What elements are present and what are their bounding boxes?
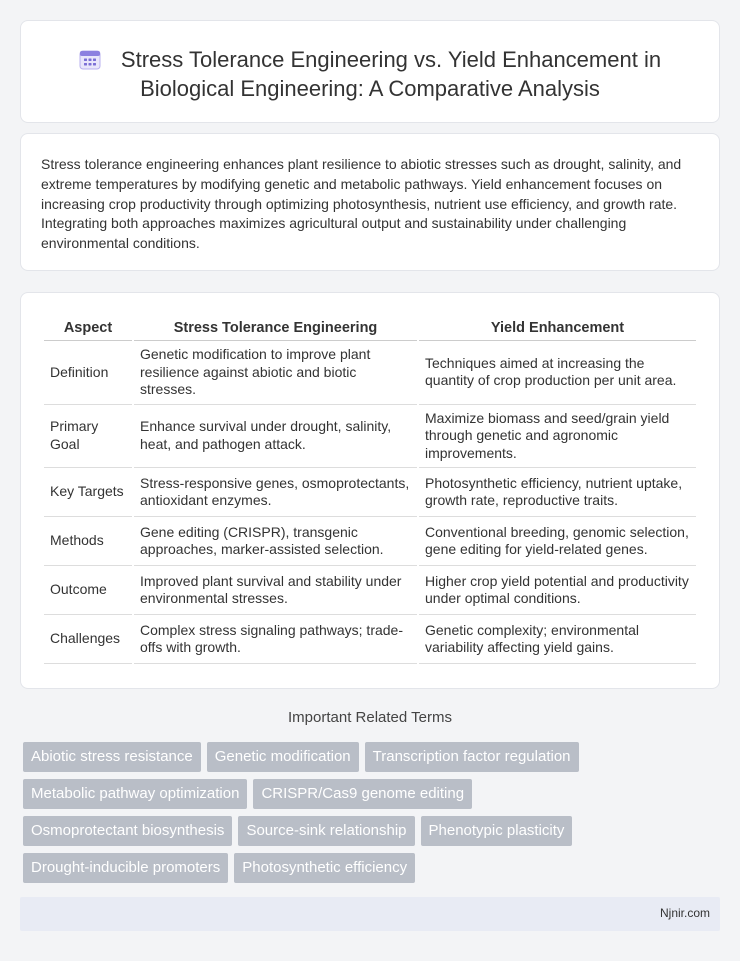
table-row — [44, 615, 696, 664]
term-tag[interactable]: Transcription factor regulation — [365, 742, 579, 772]
table-row — [44, 341, 696, 405]
footer-bar — [20, 897, 720, 931]
term-tag[interactable]: Genetic modification — [207, 742, 359, 772]
term-tag[interactable]: CRISPR/Cas9 genome editing — [253, 779, 472, 809]
table-row — [44, 468, 696, 517]
calendar-grid-icon — [79, 48, 101, 70]
header-yield-enhancement: Yield Enhancement — [419, 315, 696, 341]
row-yield-cell: Maximize biomass and seed/grain yield through genetic and agronomic improvements. — [419, 405, 696, 469]
row-aspect: Primary Goal — [44, 405, 132, 469]
row-aspect: Key Targets — [44, 468, 132, 517]
row-stress-cell: Gene editing (CRISPR), transgenic approaches, marker-assisted selection. — [134, 517, 417, 566]
related-terms-heading: Important Related Terms — [288, 709, 452, 726]
table-row — [44, 517, 696, 566]
term-tag[interactable]: Photosynthetic efficiency — [234, 853, 415, 883]
term-row — [23, 816, 723, 846]
intro-paragraph: Stress tolerance engineering enhances plant resilience to abiotic stresses such as drought, salinity, and extreme temperatures by modifying genetic and metabolic pathways. Yield enhancement focuses on increasing crop productivity through optimizing photosynthesis, nutrient use efficiency, and growth rate. Integrating both approaches maximizes agricultural output and sustainability under challenging environmental conditions. — [41, 156, 682, 252]
row-stress-cell: Enhance survival under drought, salinity, heat, and pathogen attack. — [134, 405, 417, 469]
related-terms-list — [23, 742, 723, 890]
row-stress-cell: Improved plant survival and stability under environmental stresses. — [134, 566, 417, 615]
row-yield-cell: Higher crop yield potential and productivity under optimal conditions. — [419, 566, 696, 615]
term-row — [23, 779, 723, 809]
footer-site-link[interactable]: Njnir.com — [659, 906, 710, 920]
term-tag[interactable]: Phenotypic plasticity — [421, 816, 573, 846]
term-row — [23, 853, 723, 883]
term-tag[interactable]: Source-sink relationship — [238, 816, 414, 846]
page-title: Stress Tolerance Engineering vs. Yield Enhancement in Biological Engineering: A Comparative Analysis — [120, 47, 662, 101]
row-stress-cell: Stress-responsive genes, osmoprotectants, antioxidant enzymes. — [134, 468, 417, 517]
header-stress-tolerance: Stress Tolerance Engineering — [134, 315, 417, 341]
header-aspect: Aspect — [44, 315, 132, 341]
term-tag[interactable]: Abiotic stress resistance — [23, 742, 201, 772]
row-yield-cell: Conventional breeding, genomic selection, gene editing for yield-related genes. — [419, 517, 696, 566]
row-yield-cell: Techniques aimed at increasing the quantity of crop production per unit area. — [419, 341, 696, 405]
row-stress-cell: Complex stress signaling pathways; trade-offs with growth. — [134, 615, 417, 664]
row-stress-cell: Genetic modification to improve plant resilience against abiotic and biotic stresses. — [134, 341, 417, 405]
term-row — [23, 742, 723, 772]
row-aspect: Methods — [44, 517, 132, 566]
row-yield-cell: Genetic complexity; environmental variability affecting yield gains. — [419, 615, 696, 664]
row-yield-cell: Photosynthetic efficiency, nutrient uptake, growth rate, reproductive traits. — [419, 468, 696, 517]
title-card — [20, 20, 720, 123]
table-row — [44, 405, 696, 469]
row-aspect: Definition — [44, 341, 132, 405]
term-tag[interactable]: Drought-inducible promoters — [23, 853, 228, 883]
table-row — [44, 566, 696, 615]
row-aspect: Outcome — [44, 566, 132, 615]
term-tag[interactable]: Osmoprotectant biosynthesis — [23, 816, 232, 846]
comparison-table — [42, 315, 698, 664]
intro-card — [20, 133, 720, 271]
page-title-wrap — [21, 45, 719, 103]
table-header-row — [44, 315, 696, 341]
term-tag[interactable]: Metabolic pathway optimization — [23, 779, 247, 809]
row-aspect: Challenges — [44, 615, 132, 664]
comparison-table-card — [20, 292, 720, 689]
